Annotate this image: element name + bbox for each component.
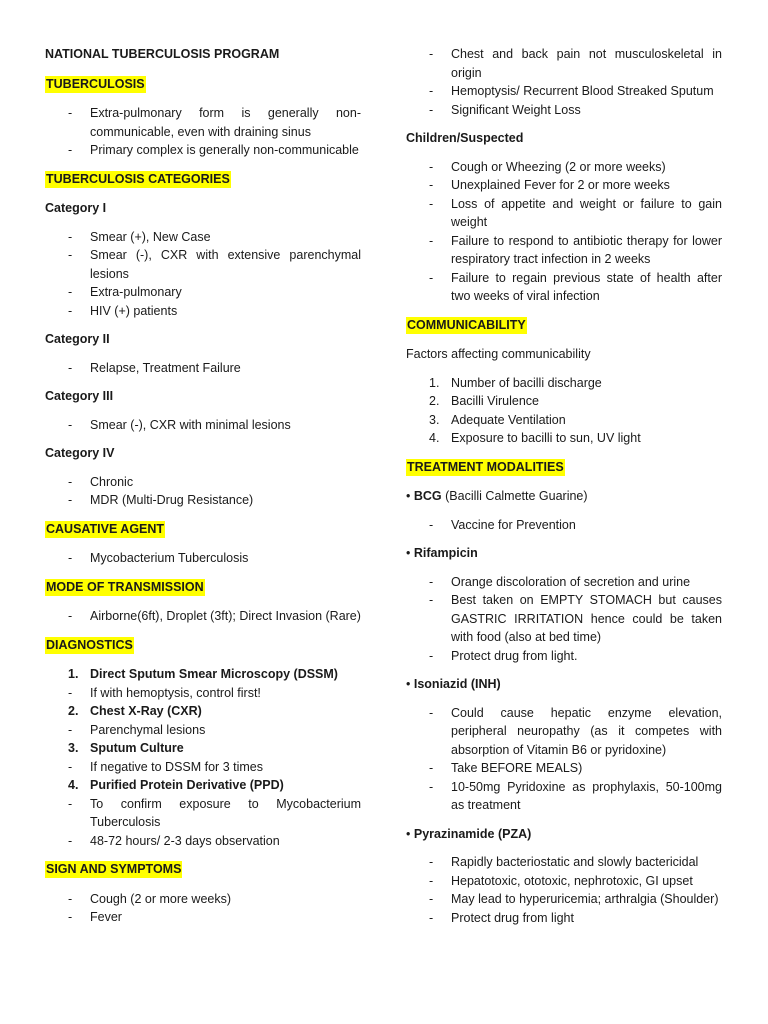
tuberculosis-list (45, 104, 361, 160)
drug-title-isoniazid: • Isoniazid (INH) (406, 677, 501, 691)
list-item: - Rapidly bacteriostatic and slowly bactericidal (406, 853, 722, 872)
list-item: - Airborne(6ft), Droplet (3ft); Direct Invasion (Rare) (45, 607, 361, 626)
list-item: - Relapse, Treatment Failure (45, 359, 361, 378)
drug-title-bcg: • BCG (Bacilli Calmette Guarine) (406, 489, 588, 503)
list-item: - MDR (Multi-Drug Resistance) (45, 491, 361, 510)
drug-title-pyrazinamide: • Pyrazinamide (PZA) (406, 826, 532, 841)
list-item: 3. Adequate Ventilation (429, 412, 566, 427)
children-suspected-list (406, 158, 722, 306)
diagnostic-item: 3. Sputum Culture (68, 741, 184, 755)
list-item: 4. Exposure to bacilli to sun, UV light (429, 431, 641, 445)
list-item: - Smear (-), CXR with extensive parenchymal lesions (45, 246, 361, 283)
diagnostic-item: 1. Direct Sputum Smear Microscopy (DSSM) (68, 667, 338, 681)
category-1-list (45, 228, 361, 321)
list-item: - Smear (-), CXR with minimal lesions (45, 416, 361, 435)
list-item: - May lead to hyperuricemia; arthralgia (Shoulder) (406, 890, 722, 909)
list-item: - Chronic (45, 473, 361, 492)
category-2-title: Category II (45, 332, 110, 346)
list-item: - Hepatotoxic, ototoxic, nephrotoxic, GI upset (406, 872, 722, 891)
pyrazinamide-list (406, 853, 722, 927)
list-item: 2. Bacilli Virulence (429, 394, 540, 408)
communicability-list (406, 374, 722, 448)
right-column (406, 45, 722, 937)
list-item: - Protect drug from light (406, 909, 722, 928)
section-heading-transmission: MODE OF TRANSMISSION (46, 579, 204, 594)
section-heading-treatment: TREATMENT MODALITIES (407, 459, 564, 474)
section-heading-tuberculosis: TUBERCULOSIS (46, 76, 145, 91)
list-item: - Primary complex is generally non-communicable (45, 141, 361, 160)
category-2-list (45, 359, 361, 378)
left-column (45, 45, 361, 937)
diagnostic-note: - 48-72 hours/ 2-3 days observation (68, 833, 280, 848)
list-item: - HIV (+) patients (45, 302, 361, 321)
document-title: NATIONAL TUBERCULOSIS PROGRAM (45, 47, 280, 61)
list-item: - Smear (+), New Case (45, 228, 361, 247)
communicability-intro: Factors affecting communicability (406, 347, 591, 361)
list-item: - Fever (45, 908, 361, 927)
section-heading-signs-symptoms: SIGN AND SYMPTOMS (46, 862, 182, 876)
diagnostic-item: 4. Purified Protein Derivative (PPD) (68, 778, 284, 792)
list-item: - Cough or Wheezing (2 or more weeks) (406, 158, 722, 177)
category-4-title: Category IV (45, 446, 115, 460)
list-item: - Cough (2 or more weeks) (45, 890, 361, 909)
section-heading-communicability: COMMUNICABILITY (407, 317, 526, 332)
category-3-list (45, 416, 361, 435)
list-item: - Failure to respond to antibiotic therapy for lower respiratory tract infection in 2 weeks (406, 232, 722, 269)
list-item: - Unexplained Fever for 2 or more weeks (406, 176, 722, 195)
diagnostic-item: 2. Chest X-Ray (CXR) (68, 704, 202, 718)
list-item: - Vaccine for Prevention (406, 516, 722, 535)
list-item: - Orange discoloration of secretion and urine (406, 573, 722, 592)
drug-title-rifampicin: • Rifampicin (406, 546, 478, 560)
children-suspected-title: Children/Suspected (406, 131, 524, 145)
diagnostic-note: - If negative to DSSM for 3 times (68, 759, 263, 774)
causative-agent-list (45, 549, 361, 568)
signs-list-continued (406, 45, 722, 119)
transmission-list (45, 607, 361, 626)
list-item: - Hemoptysis/ Recurrent Blood Streaked Sputum (406, 82, 722, 101)
diagnostics-list (45, 665, 361, 850)
diagnostic-note: - If with hemoptysis, control first! (68, 685, 261, 700)
list-item: - Failure to regain previous state of health after two weeks of viral infection (406, 269, 722, 306)
list-item: - Take BEFORE MEALS) (406, 759, 722, 778)
list-item: - Mycobacterium Tuberculosis (45, 549, 361, 568)
section-heading-categories: TUBERCULOSIS CATEGORIES (46, 171, 230, 186)
section-heading-causative-agent: CAUSATIVE AGENT (46, 521, 165, 536)
list-item: - Could cause hepatic enzyme elevation, peripheral neuropathy (as it competes with absorption of Vitamin B6 or pyridoxine) (406, 704, 722, 760)
list-item: - Chest and back pain not musculoskeletal in origin (406, 45, 722, 82)
list-item: - Extra-pulmonary form is generally non-communicable, even with draining sinus (45, 104, 361, 141)
section-heading-diagnostics: DIAGNOSTICS (46, 637, 133, 652)
rifampicin-list (406, 573, 722, 666)
list-item: 1. Number of bacilli discharge (429, 375, 602, 390)
list-item: - 10-50mg Pyridoxine as prophylaxis, 50-100mg as treatment (406, 778, 722, 815)
list-item: - Extra-pulmonary (45, 283, 361, 302)
list-item: - Significant Weight Loss (406, 101, 722, 120)
category-3-title: Category III (45, 389, 114, 403)
category-1-title: Category I (45, 201, 107, 215)
isoniazid-list (406, 704, 722, 815)
signs-list (45, 890, 361, 927)
bcg-list (406, 516, 722, 535)
list-item: - Best taken on EMPTY STOMACH but causes GASTRIC IRRITATION hence could be taken with food (also at bed time) (406, 591, 722, 647)
diagnostic-note: - Parenchymal lesions (68, 722, 206, 737)
category-4-list (45, 473, 361, 510)
diagnostic-note: - To confirm exposure to Mycobacterium Tuberculosis (68, 796, 361, 829)
list-item: - Protect drug from light. (406, 647, 722, 666)
list-item: - Loss of appetite and weight or failure to gain weight (406, 195, 722, 232)
